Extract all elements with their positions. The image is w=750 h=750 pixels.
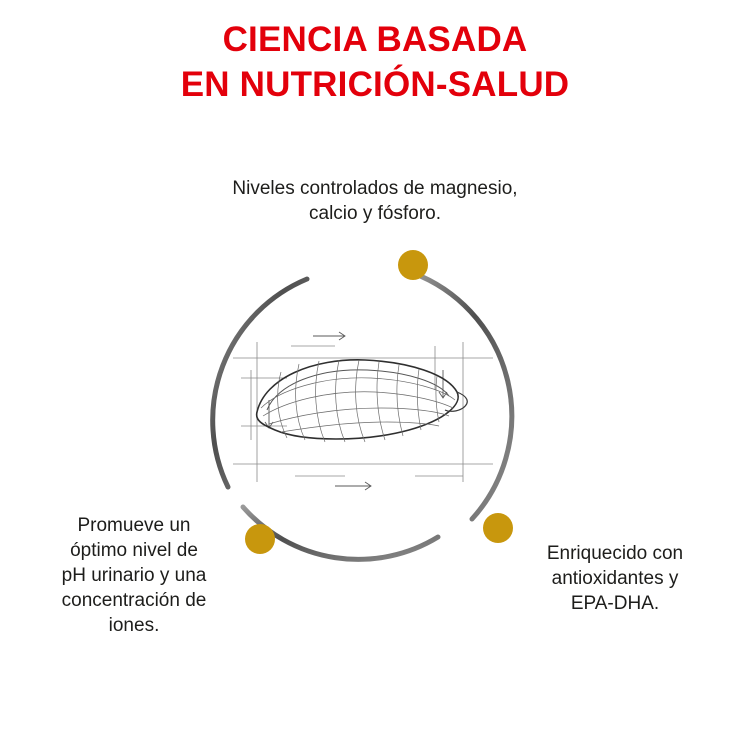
page-title (0, 18, 750, 108)
callout-right-line-3: EPA-DHA. (570, 593, 660, 615)
callout-left-line-4: concentración de (61, 590, 207, 612)
dimension-arrows (265, 332, 447, 490)
callout-top-line-2: calcio y fósforo. (309, 203, 441, 225)
callout-antioxidants-epa-dha (500, 541, 730, 616)
callout-magnesium-calcium-phosphorus (0, 176, 750, 226)
marker-dot-top (398, 250, 428, 280)
page-title-line-2: EN NUTRICIÓN-SALUD (180, 64, 570, 104)
page-title-line-1: CIENCIA BASADA (222, 20, 528, 59)
callout-left-line-2: óptimo nivel de (70, 540, 198, 562)
callout-right-line-2: antioxidantes y (551, 568, 679, 590)
callout-left-line-3: pH urinario y una (61, 565, 207, 587)
kibble-technical-sketch (233, 332, 493, 490)
construction-lines (233, 342, 493, 482)
circular-diagram (195, 250, 525, 580)
kibble-mesh-transverse (278, 360, 439, 442)
marker-dot-left (245, 524, 275, 554)
callout-left-line-5: iones. (108, 615, 160, 637)
callout-top-line-1: Niveles controlados de magnesio, (232, 178, 518, 199)
callout-left-line-1: Promueve un (77, 515, 191, 536)
callout-right-line-1: Enriquecido con (546, 543, 684, 564)
kibble-inner-edge (267, 370, 449, 410)
marker-dot-right (483, 513, 513, 543)
